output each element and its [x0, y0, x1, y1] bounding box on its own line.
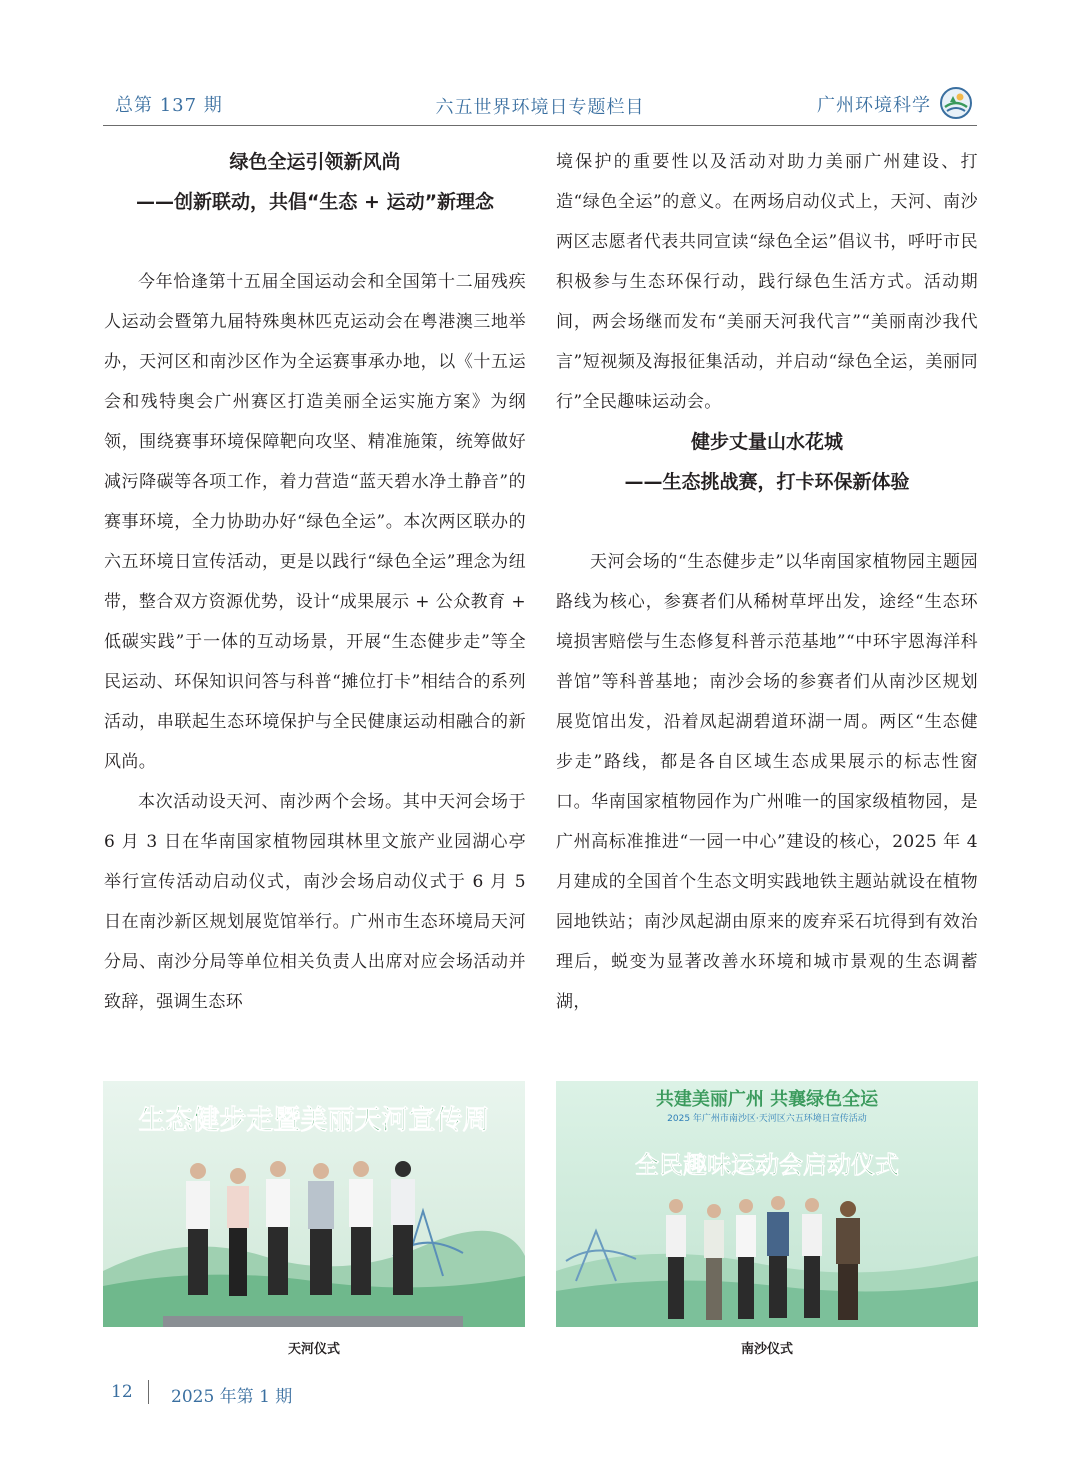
tianhe-ceremony-photo	[103, 1081, 525, 1327]
column-title: 六五世界环境日专题栏目	[435, 97, 645, 118]
nansha-ceremony-photo	[556, 1081, 978, 1327]
issue-number: 总第 137 期	[115, 95, 223, 116]
page-header	[103, 86, 977, 126]
nansha-banner-main: 全民趣味运动会启动仪式	[635, 1151, 899, 1179]
tianhe-photo-caption: 天河仪式	[287, 1342, 340, 1357]
header-rule	[103, 125, 977, 126]
section2-subtitle: ——生态挑战赛，打卡环保新体验	[624, 471, 910, 493]
section1-title: 绿色全运引领新风尚	[229, 151, 401, 173]
section1-subtitle: ——创新联动，共倡“生态 + 运动”新理念	[135, 191, 495, 213]
right-column	[556, 142, 978, 1022]
journal-logo-icon	[939, 86, 973, 120]
paragraph-2-continued: 境保护的重要性以及活动对助力美丽广州建设、打造“绿色全运”的意义。在两场启动仪式上，天河、南沙两区志愿者代表共同宣读“绿色全运”倡议书，呼吁市民积极参与生态环保行动，践行绿色生活方式。活动期间，两会场继而发布“美丽天河我代言”“美丽南沙我代言”短视频及海报征集活动，并启动“绿色全运，美丽同行”全民趣味运动会。	[556, 152, 978, 412]
tianhe-banner-text: 生态健步走暨美丽天河宣传周	[138, 1105, 490, 1136]
nansha-banner-top: 共建美丽广州 共襄绿色全运	[655, 1089, 879, 1110]
section2-title: 健步丈量山水花城	[690, 431, 843, 453]
page-number: 12	[111, 1382, 133, 1402]
footer-divider	[148, 1380, 149, 1404]
journal-title: 广州环境科学	[817, 95, 931, 116]
nansha-photo-caption: 南沙仪式	[740, 1342, 793, 1357]
paragraph-2: 本次活动设天河、南沙两个会场。其中天河会场于 6 月 3 日在华南国家植物园琪林里文旅产业园湖心亭举行宣传活动启动仪式，南沙会场启动仪式于 6 月 5 日在南沙新区规划展览馆举行。广州市生态环境局天河分局、南沙分局等单位相关负责人出席对应会场活动并致辞，强调生态环	[104, 792, 526, 1012]
paragraph-1: 今年恰逢第十五届全国运动会和全国第十二届残疾人运动会暨第九届特殊奥林匹克运动会在粤港澳三地举办，天河区和南沙区作为全运赛事承办地，以《十五运会和残特奥会广州赛区打造美丽全运实施方案》为纲领，围绕赛事环境保障靶向攻坚、精准施策，统筹做好减污降碳等各项工作，着力营造“蓝天碧水净土静音”的赛事环境，全力协助办好“绿色全运”。本次两区联办的六五环境日宣传活动，更是以践行“绿色全运”理念为纽带，整合双方资源优势，设计“成果展示 + 公众教育 + 低碳实践”于一体的互动场景，开展“生态健步走”等全民运动、环保知识问答与科普“摊位打卡”相结合的系列活动，串联起生态环境保护与全民健康运动相融合的新风尚。	[104, 272, 526, 772]
left-column	[104, 142, 526, 1022]
nansha-banner-sub: 2025 年广州市南沙区·天河区六五环境日宣传活动	[667, 1114, 867, 1124]
issue-date: 2025 年第 1 期	[171, 1387, 293, 1407]
paragraph-3: 天河会场的“生态健步走”以华南国家植物园主题园路线为核心，参赛者们从稀树草坪出发，途经“生态环境损害赔偿与生态修复科普示范基地”“中环宇恩海洋科普馆”等科普基地；南沙会场的参赛者们从南沙区规划展览馆出发，沿着凤起湖碧道环湖一周。两区“生态健步走”路线，都是各自区域生态成果展示的标志性窗口。华南国家植物园作为广州唯一的国家级植物园，是广州高标准推进“一园一中心”建设的核心，2025 年 4 月建成的全国首个生态文明实践地铁主题站就设在植物园地铁站；南沙凤起湖由原来的废弃采石坑得到有效治理后，蜕变为显著改善水环境和城市景观的生态调蓄湖，	[556, 552, 978, 1012]
